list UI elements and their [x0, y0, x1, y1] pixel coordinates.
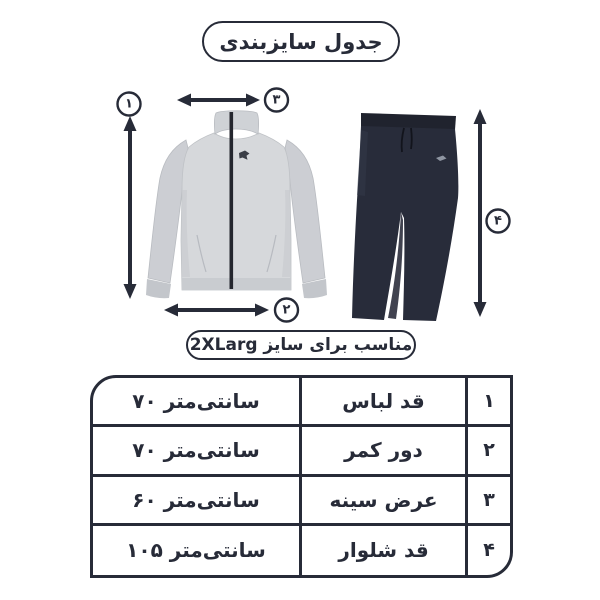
zipper-line	[230, 112, 234, 289]
measure-marker-3	[265, 89, 288, 112]
marker-digit-1: ۱	[125, 96, 133, 112]
row-number: ۱	[465, 378, 510, 427]
measure-arrow-3	[177, 94, 260, 107]
row-number: ۴	[465, 526, 510, 575]
measure-marker-4	[487, 210, 510, 233]
measure-marker-2	[275, 299, 298, 322]
measure-arrow-1	[124, 116, 137, 299]
pants-image	[352, 113, 458, 321]
row-number: ۲	[465, 427, 510, 476]
measure-label: دور کمر	[299, 427, 465, 476]
measure-label: قد لباس	[299, 378, 465, 427]
measure-value: ۱۰۵ سانتی‌متر	[126, 538, 266, 563]
marker-digit-4: ۴	[494, 213, 502, 229]
measure-value: ۷۰ سانتی‌متر	[93, 378, 299, 427]
measure-arrow-4	[474, 109, 487, 317]
measure-label: عرض سینه	[299, 477, 465, 526]
measure-arrow-2	[164, 304, 269, 317]
size-note	[186, 330, 416, 360]
marker-digit-3: ۳	[272, 92, 281, 108]
page-title	[202, 21, 400, 62]
measure-value: ۶۰ سانتی‌متر	[93, 477, 299, 526]
jacket-collar	[214, 111, 258, 134]
size-table	[90, 375, 513, 578]
measure-marker-1	[118, 93, 141, 116]
marker-digit-2: ۲	[282, 302, 291, 318]
drawstring	[411, 128, 412, 149]
size-note-text: مناسب برای سایز 2XLarg	[189, 335, 413, 355]
measurement-diagram	[0, 75, 600, 335]
jacket-image	[146, 111, 327, 298]
page-title-text: جدول سایزبندی	[219, 29, 383, 54]
measure-value: ۷۰ سانتی‌متر	[93, 427, 299, 476]
row-number: ۳	[465, 477, 510, 526]
measure-label: قد شلوار	[299, 526, 465, 575]
